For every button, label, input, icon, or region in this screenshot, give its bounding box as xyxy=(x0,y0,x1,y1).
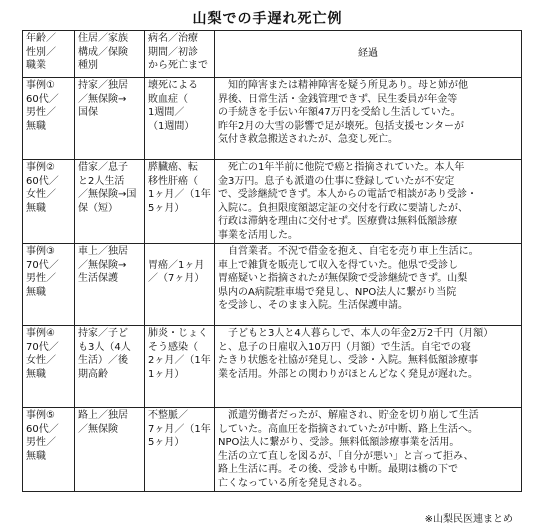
cell-line: 胃癌／1ヶ月 xyxy=(148,259,205,271)
cell-line: 自営業者。不況で借金を抱え、自宅を売り車上生活に。 xyxy=(218,246,479,257)
cell-line: 県内のA病院駐車場で発見し、NPO法人に繋がり当院 xyxy=(218,286,457,298)
cell-line: （1週間） xyxy=(148,120,195,132)
table-header-row xyxy=(23,31,522,78)
case-cell xyxy=(23,326,75,408)
cell-line: ／（7ヶ月） xyxy=(148,273,205,284)
cell-line: を受診し、そのまま入院。生活保護申請。 xyxy=(218,300,408,311)
disease-cell xyxy=(145,160,215,244)
cell-line: 膵臓癌、転 xyxy=(148,162,198,173)
case-cell xyxy=(23,244,75,326)
cell-line: 気付き救急搬送されたが、急変し死亡。 xyxy=(218,134,398,145)
table-row xyxy=(23,78,522,160)
cell-line: 入院に。負担限度額認定証の交付を行政に要請したが、 xyxy=(218,202,468,214)
cell-line: 路上／独居 xyxy=(78,410,128,421)
header-line: 住居／家族 xyxy=(78,33,128,44)
disease-cell xyxy=(145,326,215,408)
living-cell xyxy=(75,408,145,492)
document-title: 山梨での手遅れ死亡例 xyxy=(192,11,343,27)
cell-line: 事例⑤ xyxy=(26,410,55,421)
cell-line: 移性肝癌（ xyxy=(148,175,198,187)
cell-line: 事例③ xyxy=(26,246,55,257)
cell-line: で、受診継続できず。本人からの電話で相談があり受診・ xyxy=(218,189,477,200)
cell-line: たきり状態を社協が発見し、受診・入院。無料低額診療事 xyxy=(218,355,478,366)
cell-line: 車上／独居 xyxy=(78,246,128,257)
cell-line: していた。高血圧を指摘されていたが中断、路上生活へ。 xyxy=(218,423,478,435)
cell-line: 60代／ xyxy=(26,175,59,187)
cell-line: ／無保険→国 xyxy=(78,189,137,200)
cell-line: そう感染（ xyxy=(148,341,198,353)
cell-line: 生活）／後 xyxy=(78,355,128,366)
case-cell xyxy=(23,78,75,160)
cell-line: 子どもと3人と4人暮らしで、本人の年金2万2千円（月額） xyxy=(218,328,494,339)
cell-line: 知的障害または精神障害を疑う所見あり。母と姉が他 xyxy=(218,80,468,91)
header-line: から死亡まで xyxy=(148,60,208,71)
cell-line: 亡くなっている所を発見される。 xyxy=(218,477,368,489)
cell-line: NPO法人に繋がり、受診。無料低額診療事業を活用。 xyxy=(218,437,460,448)
cell-line: 1ヶ月／（1年 xyxy=(148,189,211,200)
cell-line: 不整脈／ xyxy=(148,410,188,421)
header-line: 年齢／ xyxy=(26,33,56,44)
header-line: 期間／初診 xyxy=(148,46,198,58)
cell-line: 業を活用。外部との関わりがほとんどなく発見が遅れた。 xyxy=(218,368,478,380)
cell-line: 保（短） xyxy=(78,202,118,214)
cell-line: 事業を活用した。 xyxy=(218,229,298,241)
cell-line: ／無保険→ xyxy=(78,259,127,271)
cell-line: 無職 xyxy=(26,450,46,462)
detail-cell xyxy=(215,160,522,244)
cell-line: 壊死による xyxy=(148,80,198,91)
cell-line: 車上で雑貨を販売して収入を得ていた。他県で受診し xyxy=(218,259,458,271)
cell-line: 2ヶ月／（1年 xyxy=(148,355,211,366)
cell-line: 60代／ xyxy=(26,93,59,105)
cell-line: 無職 xyxy=(26,286,46,298)
cell-line: 男性／ xyxy=(26,107,56,118)
cell-line: 金3万円。息子も派遣の仕事に登録していたが不安定 xyxy=(218,175,455,187)
living-cell xyxy=(75,326,145,408)
living-cell xyxy=(75,244,145,326)
table-row xyxy=(23,160,522,244)
cell-line: 生活保護 xyxy=(78,273,118,284)
cases-table xyxy=(22,30,522,492)
cell-line: 7ヶ月／（1年 xyxy=(148,423,211,435)
cell-line: 1ヶ月） xyxy=(148,368,185,380)
cell-line: 男性／ xyxy=(26,437,56,448)
cell-line: 持家／独居 xyxy=(78,80,128,91)
table-row xyxy=(23,326,522,408)
header-line: 種別 xyxy=(78,60,98,71)
cell-line: 昨年2月の大雪の影響で足が壊死。包括支援センターが xyxy=(218,120,464,132)
case-cell xyxy=(23,408,75,492)
header-progress: 経過 xyxy=(215,31,522,78)
cell-line: も3人（4人 xyxy=(78,341,131,353)
header-residence-family-insurance xyxy=(75,31,145,78)
detail-cell xyxy=(215,326,522,408)
cell-line: 男性／ xyxy=(26,273,56,284)
cell-line: と2人生活 xyxy=(78,175,125,187)
disease-cell xyxy=(145,408,215,492)
cell-line: と、息子の日雇収入10万円（月額）で生活。自宅での寝 xyxy=(218,341,471,353)
cell-line: 界後、日常生活・金銭管理できず、民生委員が年金等 xyxy=(218,93,458,105)
cell-line: ／無保険→ xyxy=(78,93,127,105)
cell-line: 派遣労働者だったが、解雇され、貯金を切り崩して生活 xyxy=(218,410,479,421)
living-cell xyxy=(75,160,145,244)
cell-line: 国保 xyxy=(78,107,98,118)
cell-line: ／無保険 xyxy=(78,423,118,435)
cell-line: 女性／ xyxy=(26,355,56,366)
cell-line: 無職 xyxy=(26,120,46,132)
detail-cell xyxy=(215,408,522,492)
cell-line: 事例① xyxy=(26,80,55,91)
cell-line: 事例② xyxy=(26,162,55,173)
cell-line: 路上生活に再。その後、受診も中断。最期は橋の下で xyxy=(218,464,458,475)
cell-line: 1週間／ xyxy=(148,107,185,118)
cell-line: 行政は滞納を理由に交付せず。医療費は無料低額診療 xyxy=(218,216,458,227)
cell-line: 女性／ xyxy=(26,189,56,200)
table-row xyxy=(23,244,522,326)
header-line: 構成／保険 xyxy=(78,46,128,58)
cell-line: の手続きを手伝い年額47万円を受給し生活していた。 xyxy=(218,107,461,118)
header-age-sex-job xyxy=(23,31,75,78)
detail-cell xyxy=(215,244,522,326)
cell-line: 生活の立て直しを図るが、「自分が悪い」と言って拒み、 xyxy=(218,450,474,462)
cell-line xyxy=(148,245,211,259)
disease-cell xyxy=(145,244,215,326)
detail-cell xyxy=(215,78,522,160)
cell-line: 5ヶ月） xyxy=(148,437,185,448)
case-cell xyxy=(23,160,75,244)
cell-line: 持家／子ど xyxy=(78,328,128,339)
source-note: ※山梨民医連まとめ xyxy=(424,514,513,525)
cell-line: 肺炎・じょく xyxy=(148,328,208,339)
cell-line: 70代／ xyxy=(26,259,59,271)
living-cell xyxy=(75,78,145,160)
cell-line: 事例④ xyxy=(26,328,55,339)
header-disease-period xyxy=(145,31,215,78)
cell-line: 60代／ xyxy=(26,423,59,435)
cell-line: 無職 xyxy=(26,368,46,380)
table-row xyxy=(23,408,522,492)
cell-line: 胃癌疑いと指摘されたが無保険で受診継続できず。山梨 xyxy=(218,273,468,284)
cell-line: 無職 xyxy=(26,202,46,214)
disease-cell xyxy=(145,78,215,160)
cell-line: 5ヶ月） xyxy=(148,202,185,214)
header-line: 性別／ xyxy=(26,46,56,58)
cell-line: 70代／ xyxy=(26,341,59,353)
cell-line: 死亡の1年半前に他院で癌と指摘されていた。本人年 xyxy=(218,162,465,173)
header-line: 病名／治療 xyxy=(148,33,198,44)
cell-line: 借家／息子 xyxy=(78,162,128,173)
cell-line: 期高齢 xyxy=(78,368,108,380)
header-line: 職業 xyxy=(26,60,46,71)
cell-line: 敗血症（ xyxy=(148,93,188,105)
